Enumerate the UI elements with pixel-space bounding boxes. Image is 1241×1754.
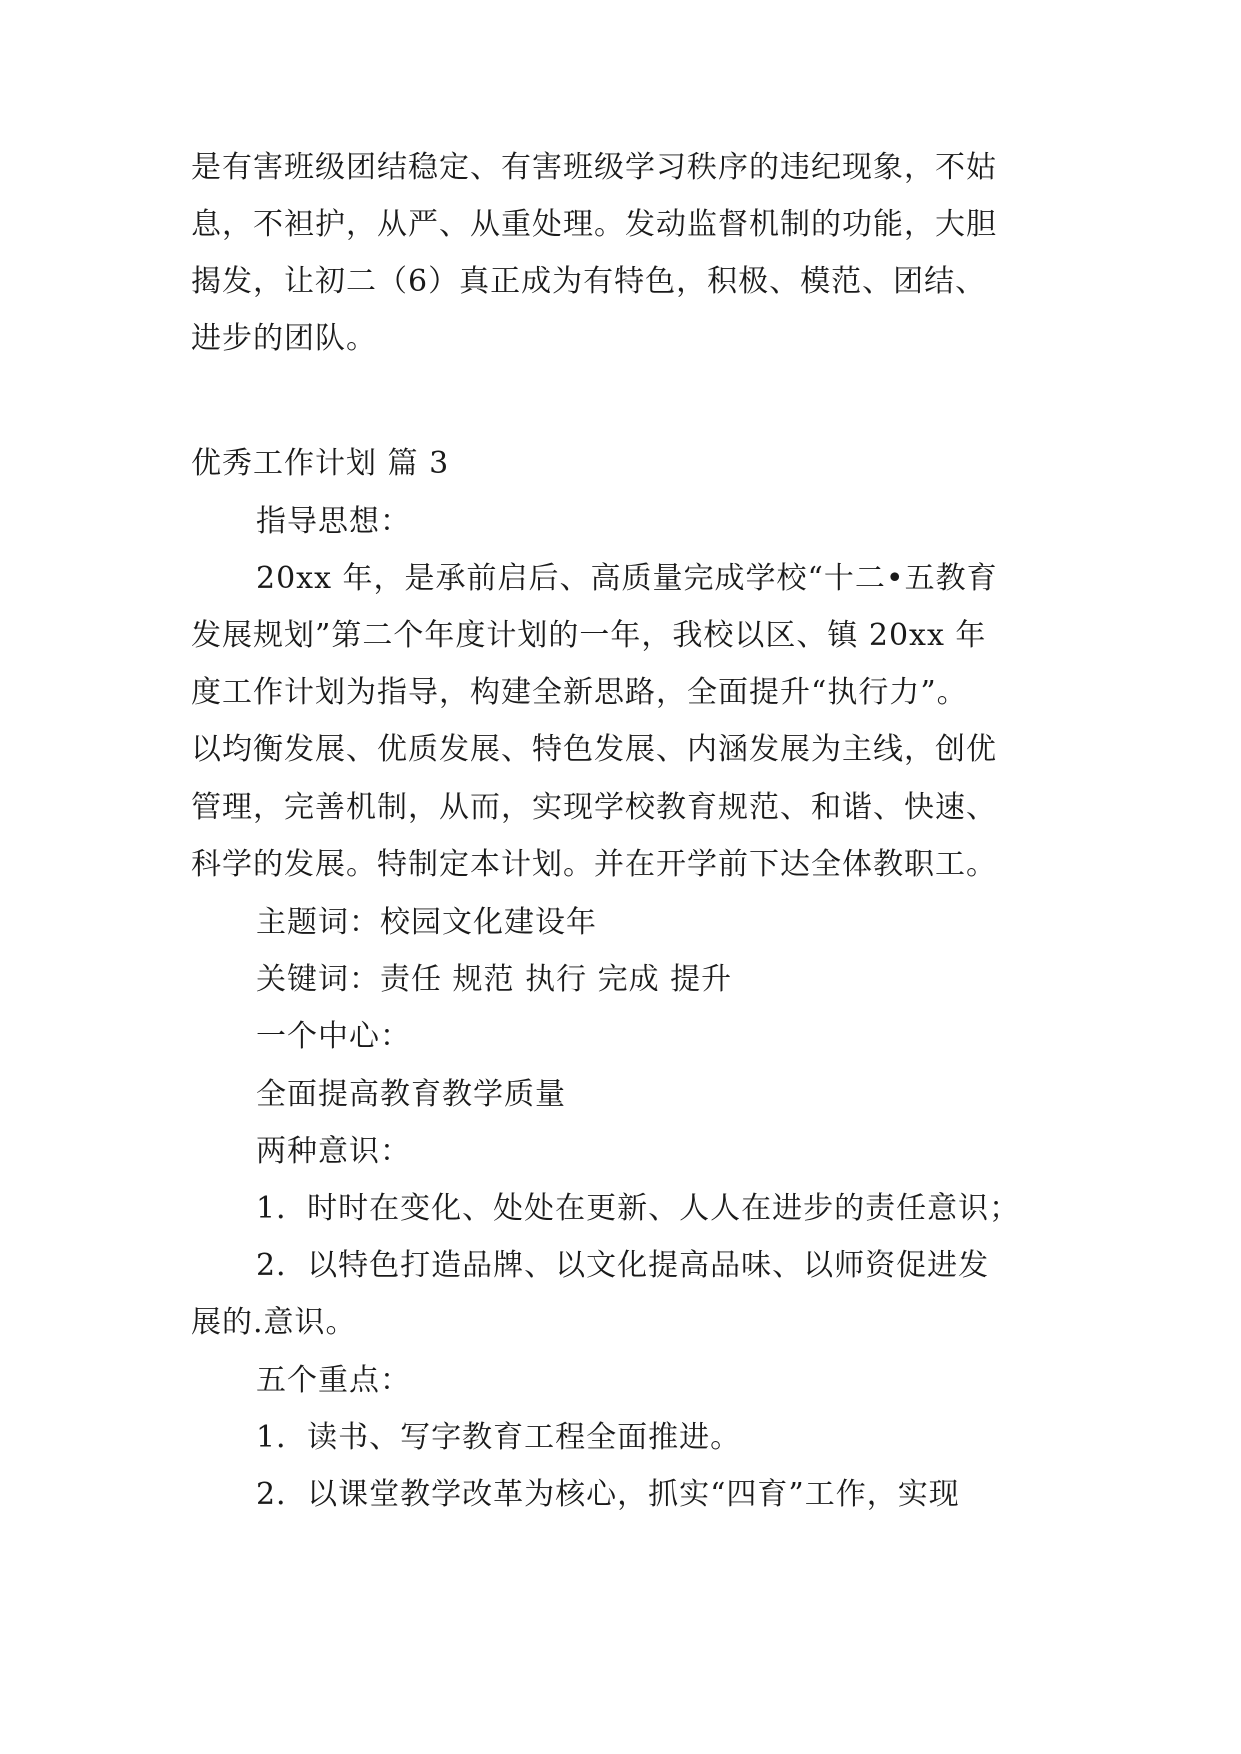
paragraph-line: 发展规划”第二个年度计划的一年，我校以区、镇 20xx 年 (191, 618, 987, 653)
list-item: 1．读书、写字教育工程全面推进。 (256, 1420, 742, 1455)
subheading-five-focus: 五个重点： (256, 1363, 411, 1398)
paragraph-line: 息，不袒护，从严、从重处理。发动监督机制的功能，大胆 (191, 207, 997, 242)
paragraph-line: 以均衡发展、优质发展、特色发展、内涵发展为主线，创优 (191, 732, 997, 767)
list-item: 2．以特色打造品牌、以文化提高品味、以师资促进发 (256, 1248, 990, 1283)
list-item: 1．时时在变化、处处在更新、人人在进步的责任意识； (256, 1191, 1021, 1226)
paragraph-line: 管理，完善机制，从而，实现学校教育规范、和谐、快速、 (191, 790, 997, 825)
theme-line: 主题词：校园文化建设年 (256, 905, 597, 940)
paragraph-line: 全面提高教育教学质量 (256, 1077, 566, 1112)
paragraph-line: 20xx 年，是承前启后、高质量完成学校“十二•五教育 (256, 561, 998, 596)
paragraph-line: 是有害班级团结稳定、有害班级学习秩序的违纪现象，不姑 (191, 150, 997, 185)
list-item: 2．以课堂教学改革为核心，抓实“四育”工作，实现 (256, 1477, 960, 1512)
paragraph-line: 进步的团队。 (191, 321, 377, 356)
subheading-two-awareness: 两种意识： (256, 1134, 411, 1169)
subheading-one-center: 一个中心： (256, 1019, 411, 1054)
list-item-continuation: 展的.意识。 (191, 1305, 357, 1340)
paragraph-line: 科学的发展。特制定本计划。并在开学前下达全体教职工。 (191, 847, 997, 882)
paragraph-line: 揭发，让初二（6）真正成为有特色，积极、模范、团结、 (191, 264, 987, 299)
section-heading: 优秀工作计划 篇 3 (191, 446, 450, 481)
paragraph-line: 度工作计划为指导，构建全新思路，全面提升“执行力”。 (191, 675, 968, 710)
keywords-line: 关键词：责任 规范 执行 完成 提升 (256, 962, 733, 997)
subheading-guiding-idea: 指导思想： (256, 504, 411, 539)
